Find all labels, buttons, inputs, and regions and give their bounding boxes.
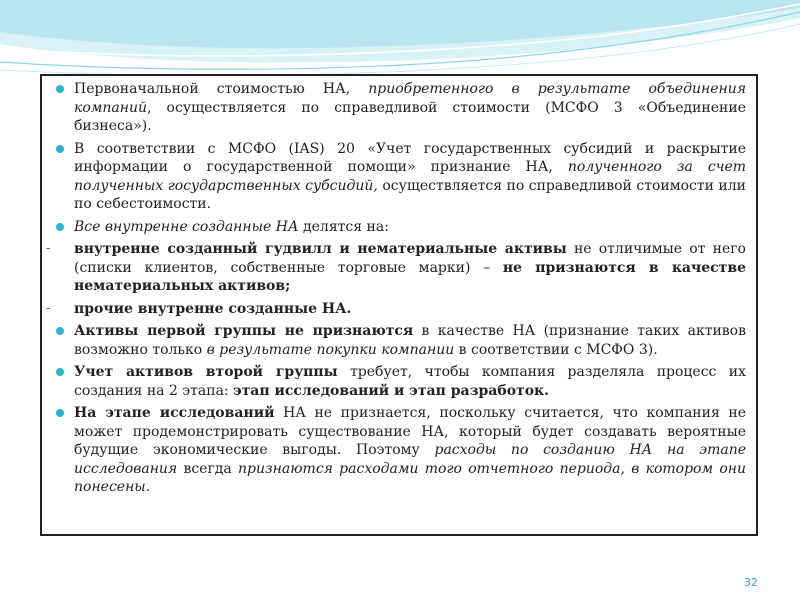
- bullet-dot-icon: [56, 327, 64, 335]
- bullet-dot-icon: [56, 145, 64, 153]
- bullet-item: [54, 80, 746, 136]
- text-run: требует, чтобы компания разделяла процесс их создания на 2 этапа:: [74, 364, 746, 399]
- bullet-item: [54, 322, 746, 359]
- page-number: 32: [744, 576, 758, 589]
- text-run: расходы по созданию НА на этапе исследования: [74, 442, 747, 477]
- text-run: этап исследований и этап разработок.: [233, 382, 550, 399]
- text-run: прочие внутренне созданные НА.: [74, 300, 352, 317]
- text-run: В соответствии с МСФО (IAS) 20 «Учет государственных субсидий и раскрытие информации о государственной помощи» признание НА,: [74, 140, 746, 175]
- bullet-item: [54, 218, 746, 237]
- text-run: не признаются в качестве нематериальных активов;: [74, 259, 746, 294]
- text-run: в результате покупки компании: [206, 341, 455, 358]
- text-run: внутренне созданный гудвилл и нематериальные активы: [74, 241, 567, 257]
- text-run: осуществляется по справедливой стоимости или по себестоимости.: [74, 177, 746, 212]
- text-run: Все внутренне созданные НА: [74, 218, 299, 235]
- text-run: полученного за счет полученных государственных субсидий,: [74, 159, 747, 194]
- text-run: в соответствии с МСФО 3).: [454, 341, 658, 358]
- dash-item: [46, 240, 746, 296]
- bullet-dot-icon: [56, 85, 64, 93]
- text-run: На этапе исследований: [74, 405, 275, 421]
- text-run: признаются расходами того отчетного периода, в котором они понесены.: [74, 460, 746, 495]
- text-run: Первоначальной стоимостью НА,: [74, 81, 369, 97]
- text-run: приобретенного в результате объединения компаний: [74, 81, 747, 116]
- text-run: Активы первой группы не признаются: [74, 323, 414, 339]
- dash-marker-icon: -: [46, 241, 51, 256]
- bullet-item: [54, 140, 746, 214]
- text-run: , осуществляется по справедливой стоимости (МСФО 3 «Объединение бизнеса»).: [74, 99, 746, 134]
- bullet-item: [54, 363, 746, 400]
- text-run: делятся на:: [298, 218, 389, 235]
- bullet-dot-icon: [56, 368, 64, 376]
- text-run: всегда: [177, 460, 239, 477]
- bullet-dot-icon: [56, 223, 64, 231]
- text-run: в качестве НА (признание таких активов возможно только: [74, 323, 746, 358]
- text-run: НА не признается, поскольку считается, что компания не может продемонстрировать существование НА, который будет создавать вероятные будущие экономические выгоды. Поэтому: [74, 405, 746, 458]
- content-box: [40, 74, 758, 536]
- bullet-item: [54, 404, 746, 497]
- dash-item: [46, 300, 746, 319]
- bullet-dot-icon: [56, 409, 64, 417]
- text-run: Учет активов второй группы: [74, 364, 338, 380]
- text-run: не отличимые от него (списки клиентов, собственные торговые марки) –: [74, 241, 746, 276]
- dash-marker-icon: -: [46, 300, 51, 316]
